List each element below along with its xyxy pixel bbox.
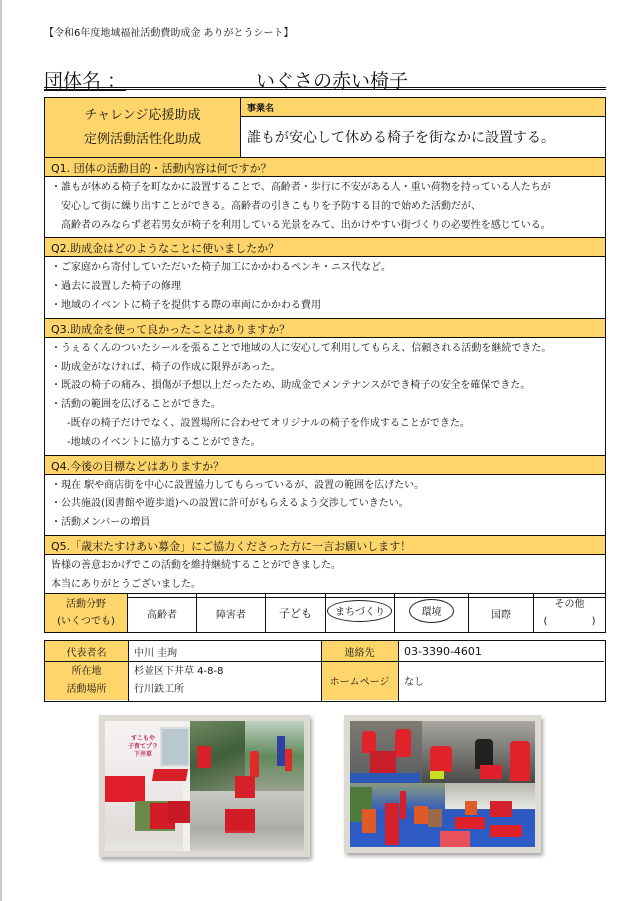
contact-label [321,641,398,661]
label-text: 連絡先 [344,647,375,659]
photo-street-chairs [99,715,310,857]
representative-label [45,641,128,661]
divider [398,641,399,701]
value-text: 行川鉄工所 [134,683,184,695]
grant-header [45,98,605,158]
organization-row [44,66,606,90]
divider [321,661,604,662]
question-3: Q3.助成金を使って良かったことはありますか？ [45,319,605,338]
location-value [128,661,321,700]
answer-line: ・誰もが休める椅子を町なかに設置することで、高齢者・歩行に不安がある人・重い荷物を持っている人たちが [51,182,551,193]
homepage-value [398,661,604,700]
sign-text [123,735,163,767]
category-other [534,594,605,632]
category-label: 国際 [491,609,511,621]
category-header-label: 活動分野 [66,599,106,610]
questionnaire-table [44,97,606,598]
value-text: なし [404,677,424,688]
answer-line: ・うぇるくんのついたシールを張ることで地域の人に安心して利用してもらえ、信頼される活動を継続できた。 [51,342,552,354]
answer-line: ・過去に設置した椅子の修理 [51,281,181,293]
project-label: 事業名 [241,98,605,117]
divider [128,641,129,701]
activity-category-table [44,593,606,633]
answer-line: ・活動の範囲を広げることができた。 [51,399,221,411]
answer-4 [45,475,605,536]
category-environment-selected [395,594,469,632]
label-text: 代表者名 [66,647,107,659]
category-label: 障害者 [216,609,246,621]
category-international [469,594,534,632]
open-paren: ( [543,616,548,627]
answer-line: ・地域のイベントに椅子を提供する際の車両にかかわる費用 [51,299,321,311]
label-text: 活動場所 [66,683,107,695]
organization-label: 団体名 ： [44,70,127,92]
answer-line: ・既設の椅子の痛み、損傷が予想以上だったため、助成金でメンテナンスができ椅子の安全を確保できた。 [51,380,531,392]
label-text: ホームページ [329,677,390,688]
divider [45,661,128,662]
answer-line: 本当にありがとうございました。 [51,578,201,590]
answer-1 [45,177,605,238]
answer-line: -地域のイベントに協力することができた。 [67,436,261,448]
category-header [45,594,128,632]
category-disabled [197,594,266,632]
category-elderly [128,594,197,632]
divider [128,661,321,662]
organization-name: いぐさの赤い椅子 [256,70,409,92]
category-label: 子ども [279,607,312,620]
representative-value [128,641,321,661]
photo-workshop [344,715,541,853]
sign-line: 下井草 [133,751,152,758]
answer-2 [45,257,605,318]
sign-line: 子育てプラ [127,743,158,750]
category-label: 環境 [421,606,442,618]
grant-type: チャレンジ応援助成 [84,107,201,123]
question-4: Q4.今後の目標などはありますか？ [45,456,605,475]
category-label: まちづくり [335,606,385,618]
answer-line: -既存の椅子だけでなく、設置場所に合わせてオリジナルの椅子を作成することができた。 [67,417,470,429]
answer-3 [45,338,605,456]
answer-line: ・現在 駅や商店街を中心に設置協力してもらっているが、設置の範囲を広げたい。 [51,479,425,491]
question-2: Q2.助成金はどのようなことに使いましたか？ [45,238,605,257]
question-5: Q5.「歳末たすけあい募金」にご協力くださった方に一言お願いします！ [45,536,605,555]
answer-line: 安心して街に繰り出すことができる。高齢者の引きこもりを予防する目的で始めた活動だが、 [61,200,481,212]
question-1: Q1. 団体の活動目的・活動内容は何ですか？ [45,158,605,177]
homepage-label [321,661,398,700]
project [241,98,605,157]
answer-line: 皆様の善意おかげでこの活動を維持継続することができました。 [51,559,341,571]
answer-line: ・助成金がなければ、椅子の作成に限界があった。 [51,361,281,373]
contact-info-table [44,640,606,702]
label-text: 所在地 [71,665,102,677]
answer-line: ・活動メンバーの増員 [51,517,151,529]
category-children [266,594,326,632]
answer-line: 高齢者のみならず老若男女が椅子を利用している光景をみて、出かけやすい街づくりの必要性を感じている。 [61,219,551,231]
divider [321,641,322,701]
project-name: 誰もが安心して休める椅子を街なかに設置する。 [241,117,605,157]
value-text: 中川 圭珣 [134,647,178,659]
answer-5 [45,555,605,597]
sign-line: すこもや [130,735,155,742]
document-title: 【令和6年度地域福祉活動費助成金 ありがとうシート】 [44,28,294,39]
category-community-selected [326,594,395,632]
contact-value [398,641,604,661]
location-label [45,661,128,700]
category-other-label: その他 [554,599,585,610]
answer-line: ・公共施設(図書館や遊歩道)への設置に許可がもらえるよう交渉していきたい。 [51,498,409,510]
value-text: 杉並区下井草 4-8-8 [134,665,224,677]
answer-line: ・ご家庭から寄付していただいた椅子加工にかかわるペンキ・ニス代など。 [51,262,391,274]
category-header-note: (いくつでも) [57,616,115,627]
value-text: 03-3390-4601 [404,644,482,658]
category-other-blank [544,613,596,630]
grant-type: 定例活動活性化助成 [83,131,201,147]
grant-types [45,98,241,157]
close-paren: ) [591,616,596,627]
category-label: 高齢者 [147,609,177,621]
